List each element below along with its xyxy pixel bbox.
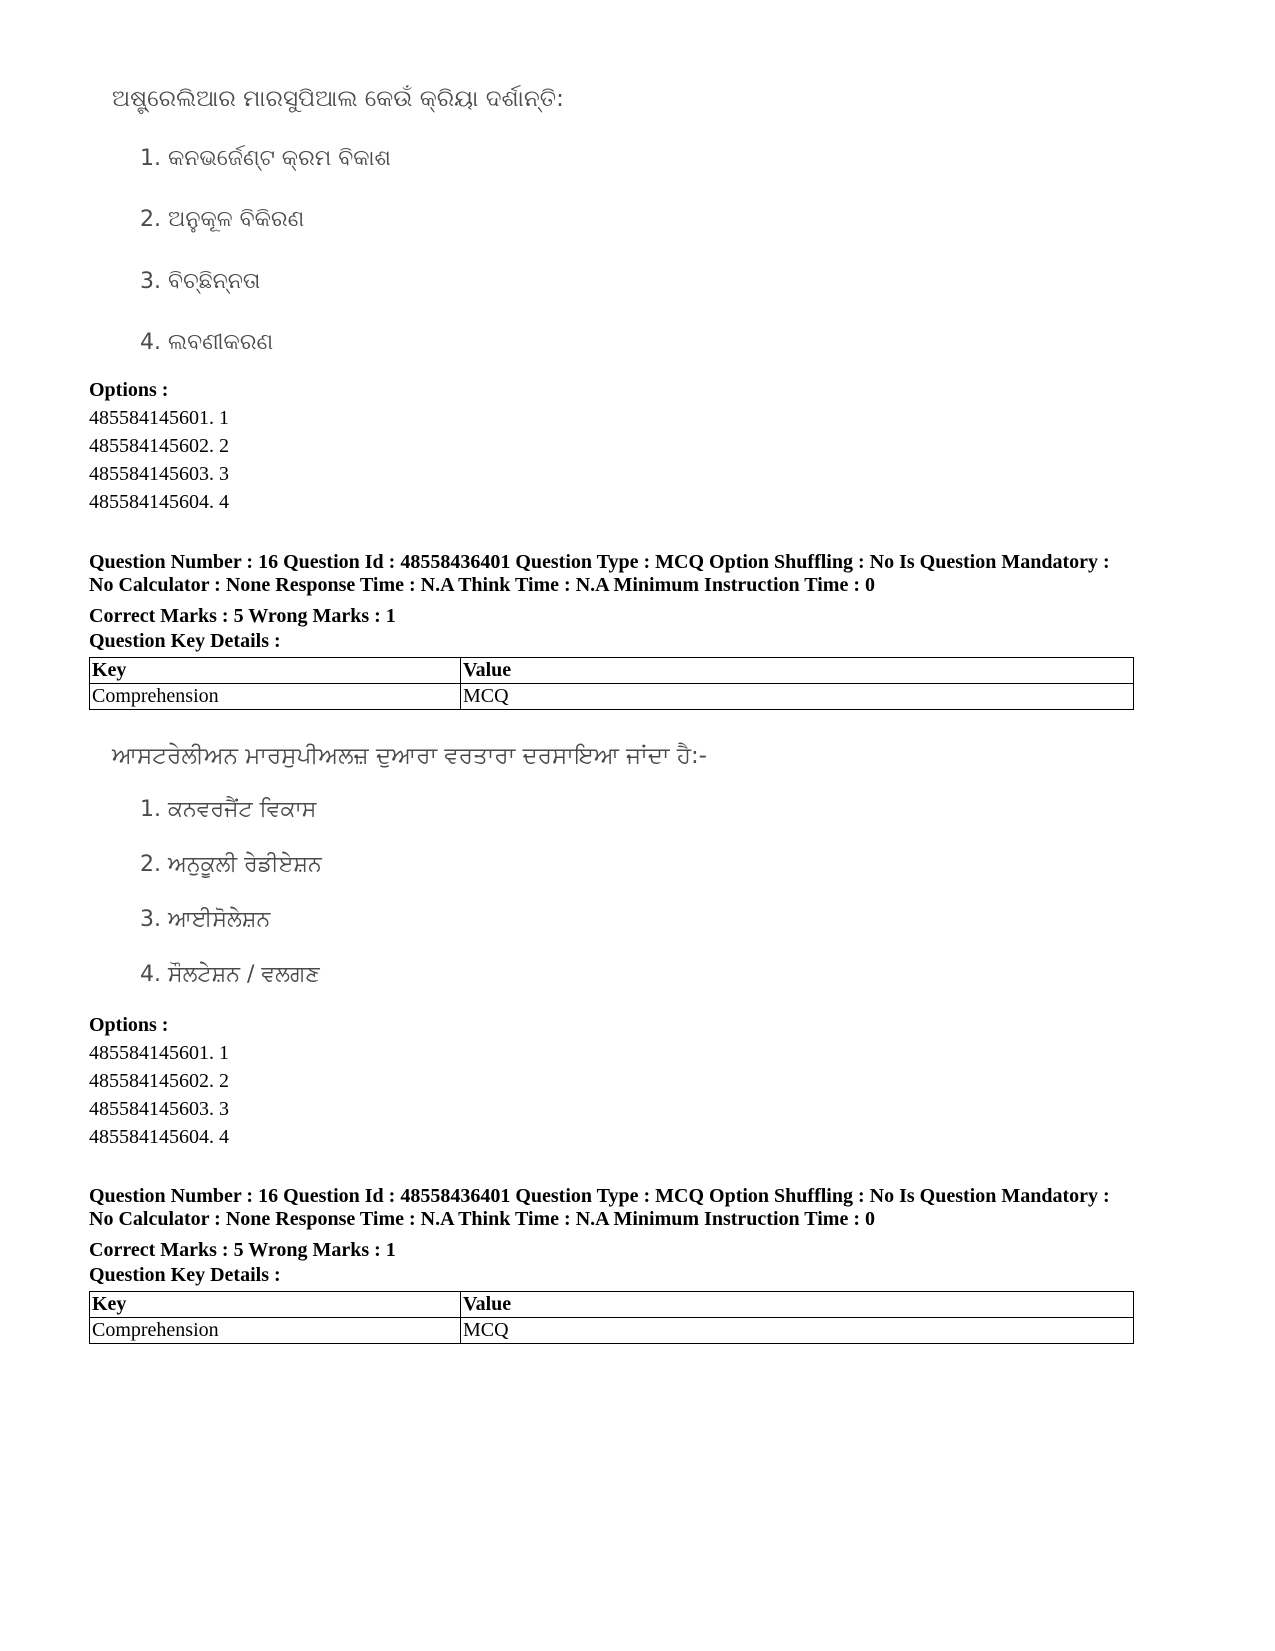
question-option: 1. କନଭର୍ଜେଣ୍ଟ କ୍ରମ ବିକାଶ: [140, 146, 391, 171]
marks-line: Correct Marks : 5 Wrong Marks : 1: [89, 605, 396, 627]
options-list: [89, 1011, 229, 1151]
table-cell: MCQ: [461, 684, 1134, 710]
question-option: 3. ਆਈਸੋਲੇਸ਼ਨ: [140, 907, 271, 932]
option-item: 485584145602. 2: [89, 435, 229, 457]
table-cell: MCQ: [461, 1318, 1134, 1344]
table-header-cell: Value: [461, 1292, 1134, 1318]
question-meta: [89, 551, 1189, 653]
question-option: 2. ਅਨੁਕੂਲੀ ਰੇਡੀਏਸ਼ਨ: [140, 852, 322, 877]
marks-line: Correct Marks : 5 Wrong Marks : 1: [89, 1239, 396, 1261]
key-details-title: Question Key Details :: [89, 1264, 281, 1286]
options-title: Options :: [89, 379, 169, 401]
question-stem: ଅଷ୍ଟ୍ରେଲିଆର ମାରସୁପିଆଲ କେଉଁ କ୍ରିୟା ଦର୍ଶାନ୍ତି:: [112, 86, 564, 112]
question-option: 3. ବିଚ୍ଛିନ୍ନତା: [140, 269, 261, 294]
key-details-table: [89, 657, 1134, 710]
option-item: 485584145604. 4: [89, 491, 229, 513]
question-option: 2. ଅନୁକୂଳ ବିକିରଣ: [140, 207, 305, 232]
table-header-cell: Value: [461, 658, 1134, 684]
table-header-row: [90, 658, 1134, 684]
question-meta-line: No Calculator : None Response Time : N.A Think Time : N.A Minimum Instruction Time : 0: [89, 574, 875, 596]
question-meta: [89, 1185, 1189, 1287]
question-option: 1. ਕਨਵਰਜੈਂਟ ਵਿਕਾਸ: [140, 797, 317, 822]
option-item: 485584145601. 1: [89, 1042, 229, 1064]
table-cell: Comprehension: [90, 1318, 461, 1344]
question-meta-line: Question Number : 16 Question Id : 48558436401 Question Type : MCQ Option Shuffling : No Is Question Mandatory :: [89, 1185, 1110, 1207]
table-cell: Comprehension: [90, 684, 461, 710]
option-item: 485584145603. 3: [89, 463, 229, 485]
options-title: Options :: [89, 1014, 169, 1036]
option-item: 485584145604. 4: [89, 1126, 229, 1148]
options-list: [89, 376, 229, 516]
key-details-table: [89, 1291, 1134, 1344]
table-header-cell: Key: [90, 658, 461, 684]
option-item: 485584145603. 3: [89, 1098, 229, 1120]
option-item: 485584145602. 2: [89, 1070, 229, 1092]
key-details-title: Question Key Details :: [89, 630, 281, 652]
table-row: [90, 684, 1134, 710]
question-meta-line: Question Number : 16 Question Id : 48558436401 Question Type : MCQ Option Shuffling : No Is Question Mandatory :: [89, 551, 1110, 573]
question-stem: ਆਸਟਰੇਲੀਅਨ ਮਾਰਸੁਪੀਅਲਜ਼ ਦੁਆਰਾ ਵਰਤਾਰਾ ਦਰਸਾਇਆ ਜਾਂਦਾ ਹੈ:-: [112, 743, 707, 769]
question-option: 4. ଲବଣୀକରଣ: [140, 330, 274, 355]
question-option: 4. ਸੌਲਟੇਸ਼ਨ / ਵਲਗਣ: [140, 962, 320, 987]
table-row: [90, 1318, 1134, 1344]
table-header-row: [90, 1292, 1134, 1318]
table-header-cell: Key: [90, 1292, 461, 1318]
question-meta-line: No Calculator : None Response Time : N.A Think Time : N.A Minimum Instruction Time : 0: [89, 1208, 875, 1230]
option-item: 485584145601. 1: [89, 407, 229, 429]
